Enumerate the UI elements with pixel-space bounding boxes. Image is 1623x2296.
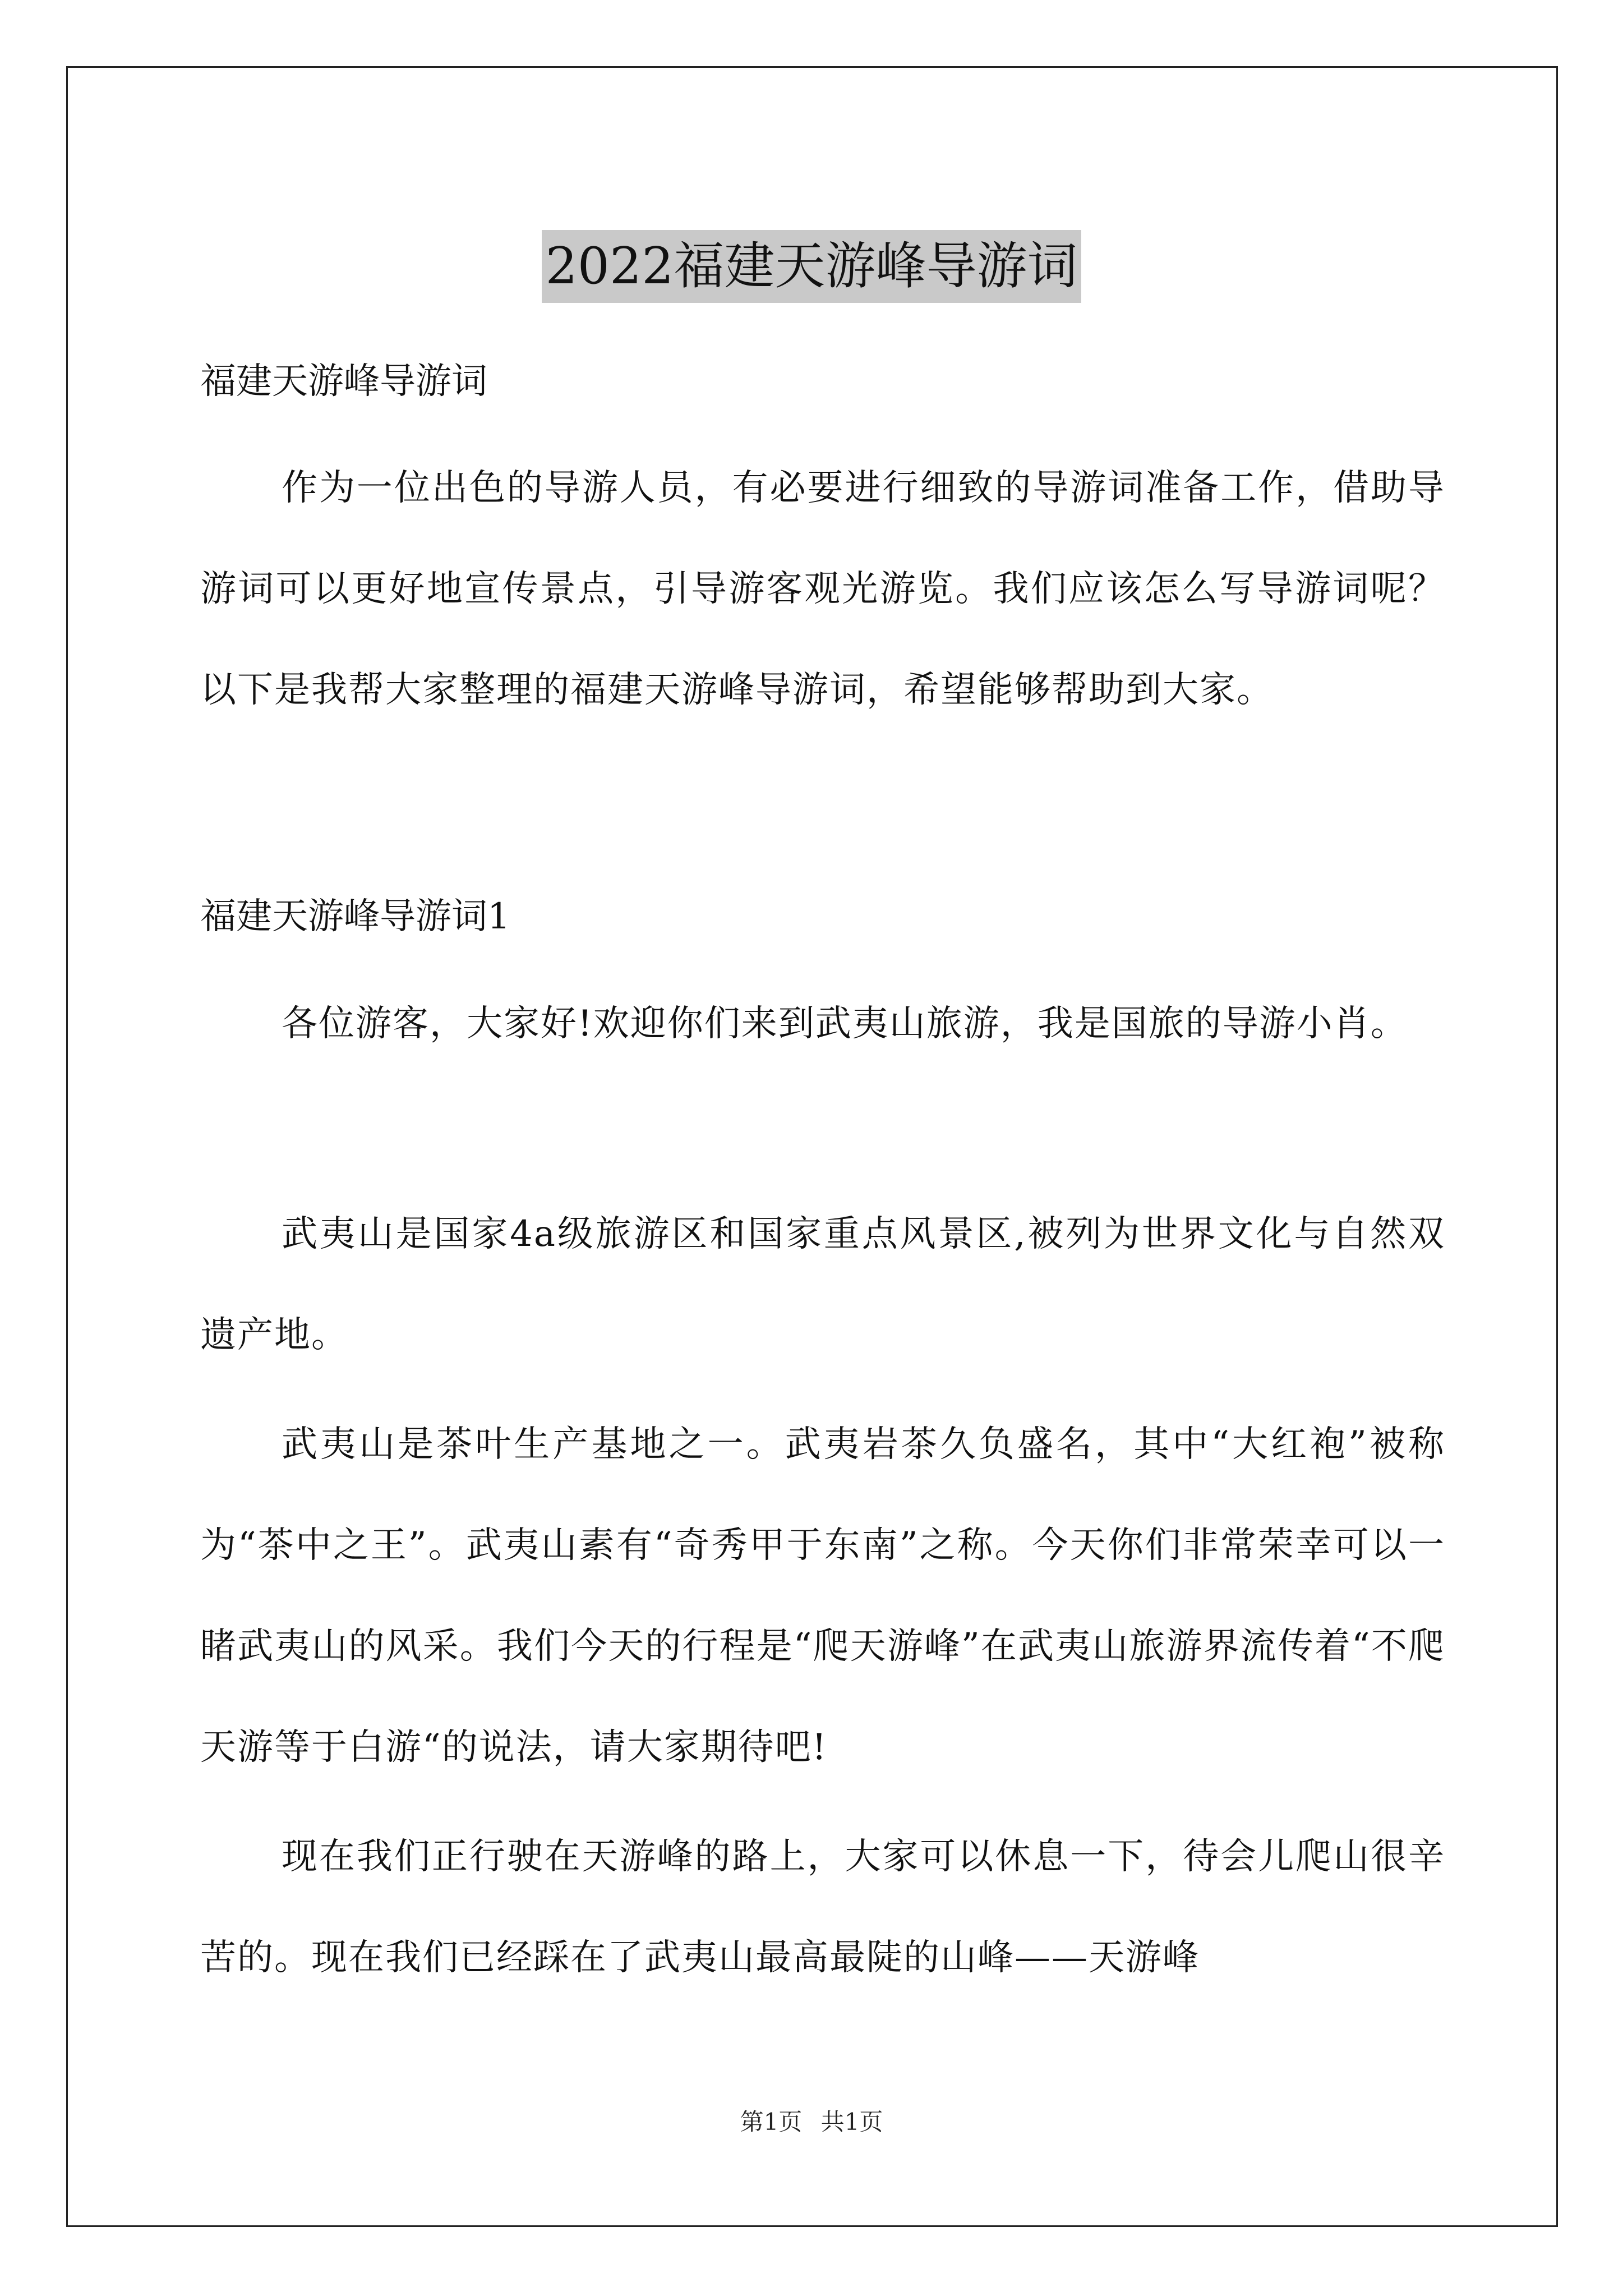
document-title: 2022福建天游峰导游词 — [542, 230, 1081, 303]
paragraph-4: 现在我们正行驶在天游峰的路上，大家可以休息一下，待会儿爬山很辛苦的。现在我们已经踩在了武夷山最高最陡的山峰——天游峰 — [200, 1836, 1445, 1978]
paragraph-3: 武夷山是茶叶生产基地之一。武夷岩茶久负盛名，其中“大红袍”被称为“茶中之王”。武夷山素有“奇秀甲于东南”之称。今天你们非常荣幸可以一睹武夷山的风采。我们今天的行程是“爬天游峰”在武夷山旅游界流传着“不爬天游等于白游“的说法，请大家期待吧! — [200, 1424, 1445, 1768]
section-heading: 福建天游峰导游词1 — [200, 896, 510, 937]
paragraph-1: 各位游客，大家好!欢迎你们来到武夷山旅游，我是国旅的导游小肖。 — [282, 1003, 1408, 1045]
page-total: 共1页 — [820, 2108, 883, 2136]
title-container — [0, 196, 1623, 337]
page-number: 第1页 — [740, 2108, 803, 2136]
paragraph-2: 武夷山是国家4a级旅游区和国家重点风景区,被列为世界文化与自然双遗产地。 — [200, 1213, 1445, 1356]
intro-paragraph: 作为一位出色的导游人员，有必要进行细致的导游词准备工作，借助导游词可以更好地宣传景点，引导游客观光游览。我们应该怎么写导游词呢？以下是我帮大家整理的福建天游峰导游词，希望能够帮助到大家。 — [200, 467, 1445, 711]
document-subtitle: 福建天游峰导游词 — [200, 361, 487, 402]
page-footer — [0, 2104, 1623, 2137]
